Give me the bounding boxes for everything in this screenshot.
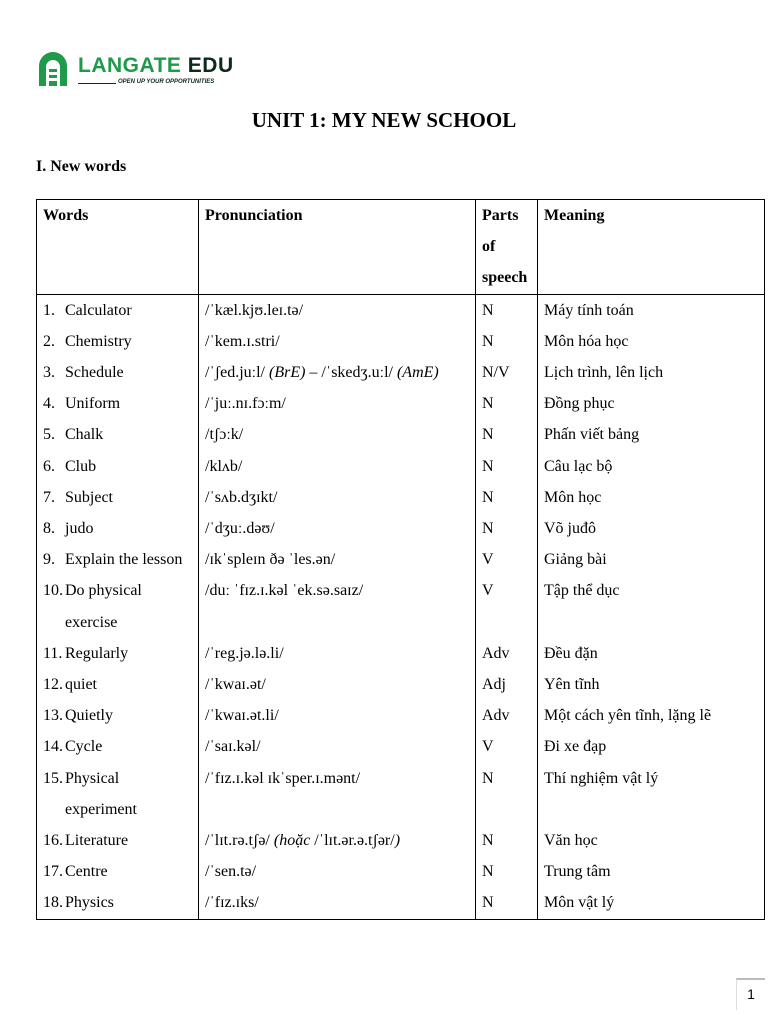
- logo-mark-icon: [36, 52, 70, 88]
- row-number: 12.: [43, 676, 63, 694]
- table-row: [37, 887, 765, 919]
- pronunciation-note: ): [394, 832, 401, 850]
- header-meaning: Meaning: [538, 200, 765, 295]
- part-of-speech-cell: N: [476, 887, 538, 919]
- word-cell: [37, 326, 199, 357]
- pronunciation-cell: [199, 669, 476, 700]
- row-number: 15.: [43, 769, 63, 787]
- part-of-speech-cell: Adv: [476, 700, 538, 731]
- pronunciation-cell: [199, 513, 476, 544]
- page-number: 1: [736, 978, 765, 1010]
- meaning-cell: Môn học: [538, 482, 765, 513]
- part-of-speech-cell: N/V: [476, 357, 538, 388]
- pronunciation-cell: [199, 731, 476, 762]
- word-cell: [37, 294, 199, 326]
- meaning-cell: Giảng bài: [538, 544, 765, 575]
- part-of-speech-cell: N: [476, 388, 538, 419]
- table-row: [37, 825, 765, 856]
- word-text: Club: [65, 457, 97, 475]
- word-text: judo: [65, 520, 94, 538]
- word-text: Quietly: [65, 707, 113, 725]
- row-number: 2.: [43, 332, 55, 350]
- header-parts-of-speech: Parts of speech: [476, 200, 538, 295]
- word-cell: [37, 482, 199, 513]
- meaning-cell: Trung tâm: [538, 856, 765, 887]
- page-title: UNIT 1: MY NEW SCHOOL: [251, 108, 517, 132]
- row-number: 3.: [43, 364, 55, 382]
- word-cell: [37, 763, 199, 825]
- logo-word-langate: LANGATE: [78, 54, 182, 77]
- pronunciation-cell: [199, 575, 476, 637]
- row-number: 7.: [43, 488, 55, 506]
- vocabulary-table: [36, 199, 765, 920]
- row-number: 13.: [43, 707, 63, 725]
- logo-divider: [78, 83, 116, 84]
- table-row: [37, 544, 765, 575]
- pronunciation-text: /ˈkæl.kjʊ.leɪ.tə/: [205, 301, 304, 319]
- table-row: [37, 419, 765, 450]
- header-words: Words: [37, 200, 199, 295]
- part-of-speech-cell: N: [476, 482, 538, 513]
- pronunciation-text: /ˈsaɪ.kəl/: [205, 738, 261, 756]
- section-heading: I. New words: [36, 158, 127, 175]
- meaning-cell: Tập thể dục: [538, 575, 765, 637]
- row-number: 5.: [43, 426, 55, 444]
- logo-word-edu: EDU: [187, 54, 234, 77]
- word-text: Chemistry: [65, 332, 132, 350]
- table-row: [37, 856, 765, 887]
- table-row: [37, 513, 765, 544]
- pronunciation-text: /ˈfɪz.ɪ.kəl ɪkˈsper.ɪ.mənt/: [205, 769, 361, 787]
- part-of-speech-cell: V: [476, 731, 538, 762]
- meaning-cell: Yên tĩnh: [538, 669, 765, 700]
- table-row: [37, 294, 765, 326]
- pronunciation-cell: [199, 544, 476, 575]
- word-cell: [37, 357, 199, 388]
- pronunciation-cell: [199, 638, 476, 669]
- word-text: Explain the lesson: [65, 551, 183, 569]
- word-cell: [37, 419, 199, 450]
- meaning-cell: Một cách yên tĩnh, lặng lẽ: [538, 700, 765, 731]
- word-text: Do physical exercise: [65, 582, 142, 631]
- meaning-cell: Môn hóa học: [538, 326, 765, 357]
- meaning-cell: Máy tính toán: [538, 294, 765, 326]
- word-cell: [37, 856, 199, 887]
- meaning-cell: Môn vật lý: [538, 887, 765, 919]
- word-text: Centre: [65, 863, 108, 881]
- part-of-speech-cell: N: [476, 513, 538, 544]
- meaning-cell: Võ juđô: [538, 513, 765, 544]
- part-of-speech-cell: N: [476, 856, 538, 887]
- row-number: 4.: [43, 395, 55, 413]
- pronunciation-cell: [199, 856, 476, 887]
- table-row: [37, 326, 765, 357]
- pronunciation-part: /ˈlɪt.rə.tʃə/: [205, 832, 274, 850]
- pronunciation-cell: [199, 294, 476, 326]
- pronunciation-cell: [199, 326, 476, 357]
- pronunciation-cell: [199, 825, 476, 856]
- pronunciation-text: /ˈkwaɪ.ət/: [205, 676, 266, 694]
- word-cell: [37, 513, 199, 544]
- table-row: [37, 700, 765, 731]
- table-row: [37, 357, 765, 388]
- word-cell: [37, 700, 199, 731]
- table-row: [37, 482, 765, 513]
- row-number: 14.: [43, 738, 63, 756]
- word-text: Literature: [65, 832, 129, 850]
- pronunciation-text: /ˈjuː.nɪ.fɔːm/: [205, 395, 286, 413]
- meaning-cell: Lịch trình, lên lịch: [538, 357, 765, 388]
- table-row: [37, 763, 765, 825]
- word-text: Uniform: [65, 395, 121, 413]
- word-cell: [37, 388, 199, 419]
- pronunciation-cell: [199, 419, 476, 450]
- pronunciation-note: (hoặc: [273, 832, 311, 850]
- row-number: 10.: [43, 582, 63, 600]
- word-text: Calculator: [65, 301, 132, 319]
- part-of-speech-cell: N: [476, 294, 538, 326]
- pronunciation-cell: [199, 887, 476, 919]
- pronunciation-cell: [199, 700, 476, 731]
- word-cell: [37, 669, 199, 700]
- pronunciation-note: (BrE): [268, 364, 306, 382]
- pronunciation-text: /ˈdʒuː.dəʊ/: [205, 520, 275, 538]
- table-row: [37, 638, 765, 669]
- pronunciation-text: /ɪkˈspleɪn ðə ˈles.ən/: [205, 551, 336, 569]
- row-number: 9.: [43, 551, 55, 569]
- word-cell: [37, 825, 199, 856]
- part-of-speech-cell: N: [476, 419, 538, 450]
- pronunciation-text: /ˈfɪz.ɪks/: [205, 894, 259, 912]
- table-row: [37, 731, 765, 762]
- pronunciation-cell: [199, 357, 476, 388]
- part-of-speech-cell: V: [476, 575, 538, 637]
- pronunciation-text: /ˈkwaɪ.ət.li/: [205, 707, 279, 725]
- pronunciation-note: (AmE): [396, 364, 439, 382]
- meaning-cell: Đều đặn: [538, 638, 765, 669]
- table-row: [37, 451, 765, 482]
- logo-tagline: OPEN UP YOUR OPPORTUNITIES: [118, 79, 215, 85]
- word-text: Physical experiment: [65, 769, 137, 818]
- word-text: Physics: [65, 894, 114, 912]
- brand-logo: [36, 50, 236, 90]
- meaning-cell: Câu lạc bộ: [538, 451, 765, 482]
- part-of-speech-cell: V: [476, 544, 538, 575]
- row-number: 6.: [43, 457, 55, 475]
- pronunciation-text: /klʌb/: [205, 457, 243, 475]
- pronunciation-cell: [199, 451, 476, 482]
- meaning-cell: Thí nghiệm vật lý: [538, 763, 765, 825]
- word-cell: [37, 887, 199, 919]
- row-number: 17.: [43, 863, 63, 881]
- meaning-cell: Phấn viết bảng: [538, 419, 765, 450]
- pronunciation-text: /ˈsʌb.dʒɪkt/: [205, 488, 278, 506]
- table-header-row: [37, 200, 765, 295]
- pronunciation-part: – /ˈskedʒ.uːl/: [305, 364, 397, 382]
- word-text: quiet: [65, 676, 97, 694]
- pronunciation-part: /ˈʃed.juːl/: [205, 364, 269, 382]
- table-row: [37, 575, 765, 637]
- pronunciation-part: /ˈlɪt.ər.ə.tʃər/: [310, 832, 395, 850]
- meaning-cell: Văn học: [538, 825, 765, 856]
- word-cell: [37, 638, 199, 669]
- word-text: Cycle: [65, 738, 103, 756]
- word-cell: [37, 544, 199, 575]
- word-cell: [37, 731, 199, 762]
- pronunciation-cell: [199, 388, 476, 419]
- header-pronunciation: Pronunciation: [199, 200, 476, 295]
- row-number: 8.: [43, 520, 55, 538]
- part-of-speech-cell: Adv: [476, 638, 538, 669]
- logo-wordmark: [78, 54, 234, 78]
- pronunciation-text: /duː ˈfɪz.ɪ.kəl ˈek.sə.saɪz/: [205, 582, 364, 600]
- table-row: [37, 388, 765, 419]
- word-text: Chalk: [65, 426, 104, 444]
- word-cell: [37, 451, 199, 482]
- row-number: 11.: [43, 644, 63, 662]
- row-number: 18.: [43, 894, 63, 912]
- word-text: Schedule: [65, 364, 124, 382]
- pronunciation-cell: [199, 482, 476, 513]
- pronunciation-text: /ˈkem.ɪ.stri/: [205, 332, 280, 350]
- pronunciation-text: /ˈreg.jə.lə.li/: [205, 644, 284, 662]
- word-text: Subject: [65, 488, 113, 506]
- pronunciation-text: /tʃɔːk/: [205, 426, 244, 444]
- row-number: 1.: [43, 301, 55, 319]
- part-of-speech-cell: N: [476, 825, 538, 856]
- meaning-cell: Đi xe đạp: [538, 731, 765, 762]
- word-cell: [37, 575, 199, 637]
- row-number: 16.: [43, 832, 63, 850]
- pronunciation-cell: [199, 763, 476, 825]
- part-of-speech-cell: N: [476, 451, 538, 482]
- pronunciation-text: /ˈsen.tə/: [205, 863, 257, 881]
- part-of-speech-cell: N: [476, 763, 538, 825]
- table-row: [37, 669, 765, 700]
- word-text: Regularly: [65, 644, 129, 662]
- table-body: [37, 294, 765, 919]
- part-of-speech-cell: Adj: [476, 669, 538, 700]
- part-of-speech-cell: N: [476, 326, 538, 357]
- meaning-cell: Đồng phục: [538, 388, 765, 419]
